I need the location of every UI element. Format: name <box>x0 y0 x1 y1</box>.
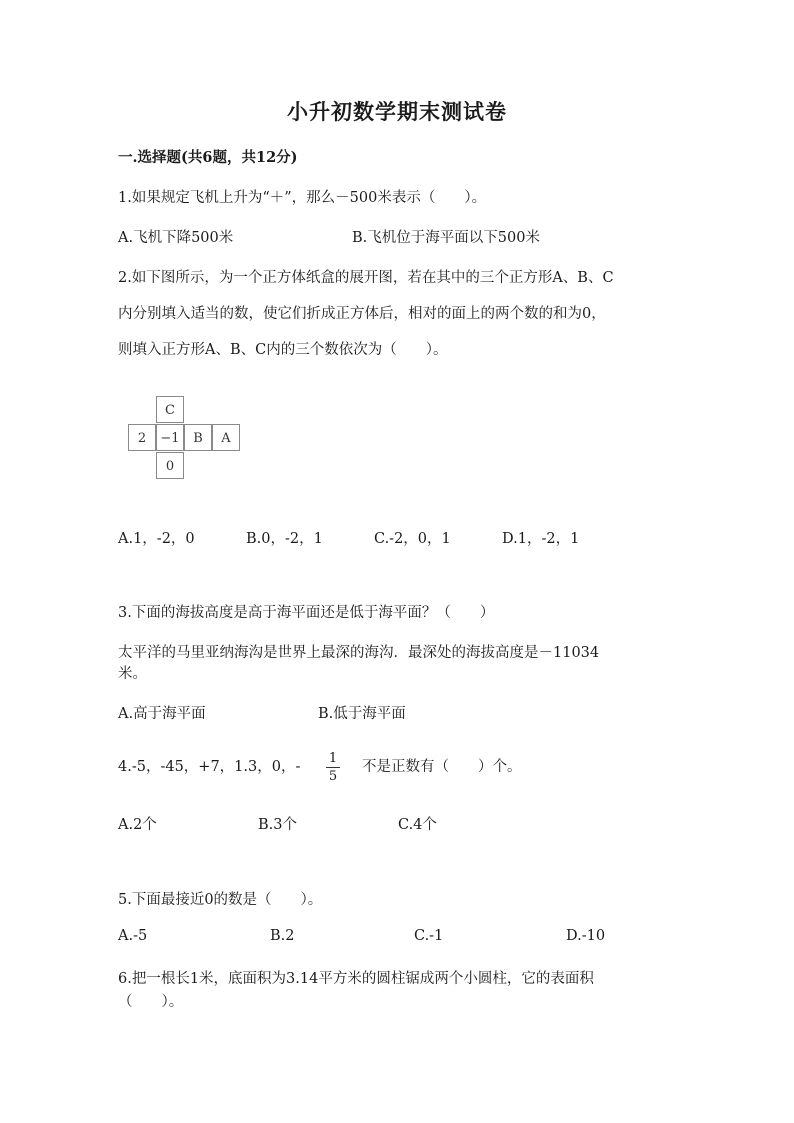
question-4-stem-start: 4.-5，-45，+7，1.3，0，- <box>118 759 301 775</box>
question-3-line-2: 米。 <box>118 666 147 682</box>
question-3-option-b: B.低于海平面 <box>318 706 406 722</box>
question-2-line-3: 则填入正方形A、B、C内的三个数依次为（ ）。 <box>118 342 448 358</box>
question-4-option-c: C.4个 <box>398 817 437 833</box>
net-cell-row: A <box>212 424 240 451</box>
page-title: 小升初数学期末测试卷 <box>287 99 507 124</box>
question-2-option-d: D.1，-2，1 <box>502 531 580 547</box>
cube-net-diagram <box>128 396 243 481</box>
fraction-one-fifth <box>326 752 340 783</box>
fraction-denominator: 5 <box>328 769 338 784</box>
question-5-option-c: C.-1 <box>414 928 444 944</box>
question-3-line-1: 太平洋的马里亚纳海沟是世界上最深的海沟．最深处的海拔高度是－11034 <box>118 645 600 661</box>
question-1-stem: 1.如果规定飞机上升为“＋”，那么－500米表示（ ）。 <box>118 190 487 206</box>
net-cell-bottom: 0 <box>156 452 184 479</box>
question-2-line-2: 内分别填入适当的数，使它们折成正方体后，相对的面上的两个数的和为0， <box>118 306 606 322</box>
question-4-option-b: B.3个 <box>258 817 297 833</box>
net-cell-row: −1 <box>156 424 184 451</box>
question-2-option-a: A.1，-2，0 <box>118 531 195 547</box>
fraction-numerator: 1 <box>328 751 338 766</box>
net-cell-row: B <box>184 424 212 451</box>
question-4-option-a: A.2个 <box>118 817 157 833</box>
question-2-line-1: 2.如下图所示，为一个正方体纸盒的展开图，若在其中的三个正方形A、B、C <box>118 270 614 286</box>
question-2-option-c: C.-2，0，1 <box>374 531 451 547</box>
question-4-stem-end: 不是正数有（ ）个。 <box>362 759 522 775</box>
question-1-option-b: B.飞机位于海平面以下500米 <box>352 230 540 246</box>
question-1-option-a: A.飞机下降500米 <box>118 230 234 246</box>
question-6-line-2: （ ）。 <box>118 994 184 1010</box>
question-2-option-b: B.0，-2，1 <box>246 531 323 547</box>
section-heading: 一.选择题(共6题，共12分) <box>118 149 298 166</box>
question-5-stem: 5.下面最接近0的数是（ ）。 <box>118 892 323 908</box>
question-5-option-a: A.-5 <box>118 928 148 944</box>
fraction-bar <box>326 767 340 768</box>
net-cell-top: C <box>156 396 184 423</box>
question-3-option-a: A.高于海平面 <box>118 706 206 722</box>
question-6-line-1: 6.把一根长1米，底面积为3.14平方米的圆柱锯成两个小圆柱，它的表面积 <box>118 971 594 987</box>
question-5-option-d: D.-10 <box>566 928 606 944</box>
net-cell-row: 2 <box>128 424 156 451</box>
question-5-option-b: B.2 <box>270 928 295 944</box>
question-3-stem: 3.下面的海拔高度是高于海平面还是低于海平面？（ ） <box>118 605 495 621</box>
